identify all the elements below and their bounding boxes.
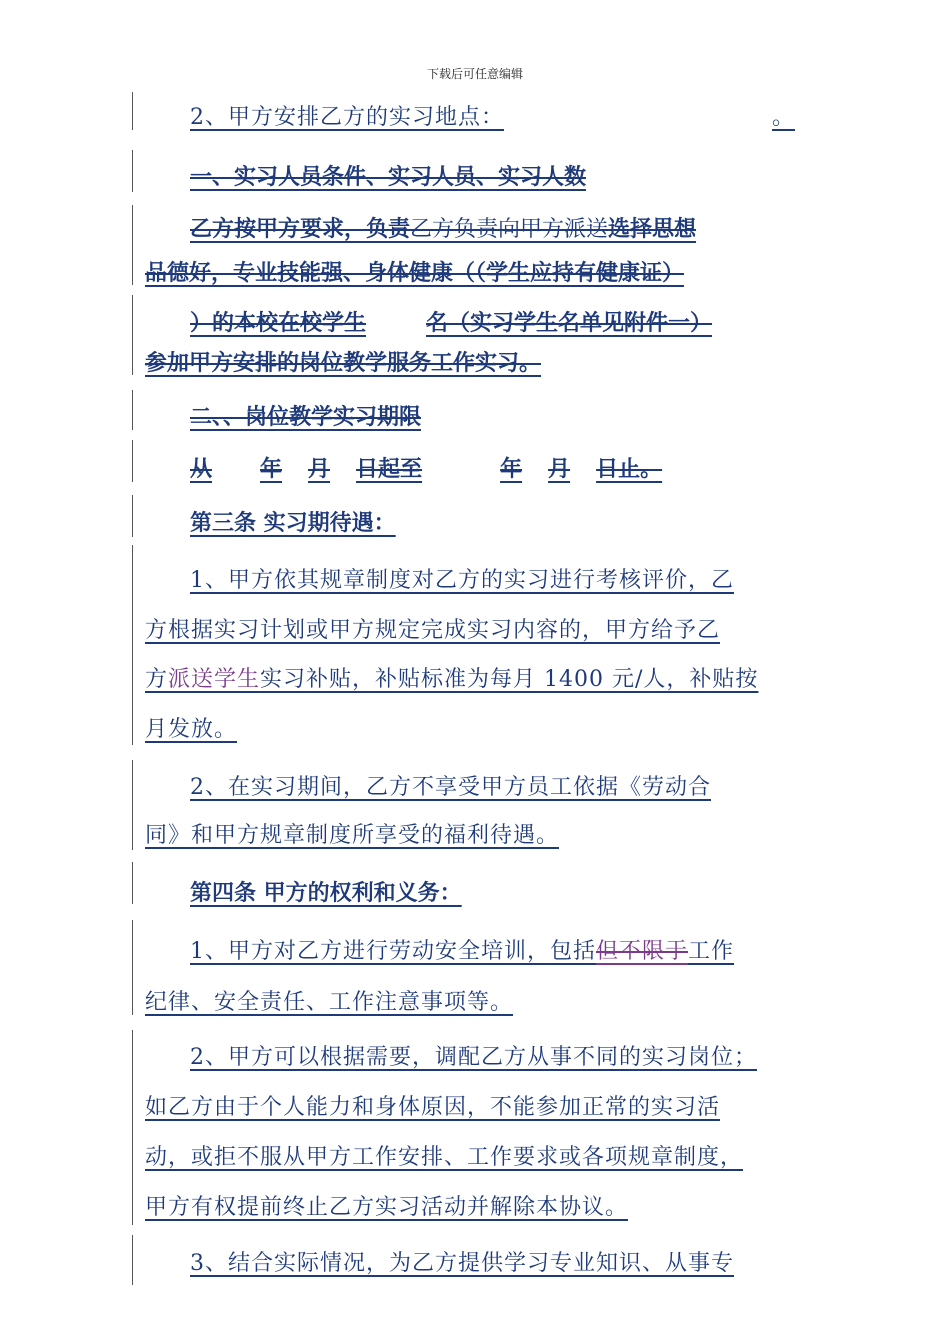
doc-line: 纪律、安全责任、工作注意事项等。 bbox=[145, 990, 514, 1015]
inserted-text: 2、甲方安排乙方的实习地点： bbox=[190, 105, 504, 130]
deleted-line: 从 年 月 日起至 年 月 日止。 bbox=[190, 457, 663, 482]
doc-line: 1、甲方对乙方进行劳动安全培训，包括但不限于工作 bbox=[190, 939, 735, 964]
deleted-heading: 二、、岗位教学实习期限 bbox=[190, 405, 422, 430]
doc-line: 如乙方由于个人能力和身体原因，不能参加正常的实习活 bbox=[145, 1095, 721, 1120]
change-bar bbox=[132, 545, 133, 745]
change-bar bbox=[132, 1030, 133, 1225]
doc-line bbox=[190, 100, 795, 131]
section-heading: 第四条 甲方的权利和义务： bbox=[190, 881, 462, 906]
change-bar bbox=[132, 862, 133, 904]
change-bar bbox=[132, 295, 133, 375]
section-heading: 第三条 实习期待遇： bbox=[190, 511, 396, 536]
inserted-text: 派送学生 bbox=[168, 667, 261, 692]
change-bar bbox=[132, 150, 133, 192]
inserted-text: 乙方负责向甲方派送 bbox=[410, 217, 609, 242]
page-header: 下载后可任意编辑 bbox=[426, 67, 523, 81]
inserted-text: 。 bbox=[772, 105, 796, 130]
deleted-text: 但不限于 bbox=[596, 939, 689, 964]
change-bar bbox=[132, 205, 133, 285]
deleted-line: 品德好，专业技能强、身体健康（（学生应持有健康证） bbox=[145, 261, 685, 286]
doc-line: 月发放。 bbox=[145, 717, 238, 742]
doc-line: 2、在实习期间，乙方不享受甲方员工依据《劳动合 bbox=[190, 775, 711, 800]
doc-line: 方根据实习计划或甲方规定完成实习内容的，甲方给予乙 bbox=[145, 618, 721, 643]
change-bar bbox=[132, 495, 133, 537]
deleted-heading: 一、实习人员条件、实习人员、实习人数 bbox=[190, 165, 587, 190]
doc-line: 动，或拒不服从甲方工作安排、工作要求或各项规章制度， bbox=[145, 1145, 744, 1170]
change-bar bbox=[132, 760, 133, 850]
doc-line: 2、甲方可以根据需要，调配乙方从事不同的实习岗位； bbox=[190, 1045, 757, 1070]
change-bar bbox=[132, 920, 133, 1015]
doc-line: 甲方有权提前终止乙方实习活动并解除本协议。 bbox=[145, 1195, 629, 1220]
change-bar bbox=[132, 440, 133, 482]
doc-line: 同》和甲方规章制度所享受的福利待遇。 bbox=[145, 823, 560, 848]
deleted-line: 乙方按甲方要求，负责乙方负责向甲方派送选择思想 bbox=[190, 217, 697, 242]
deleted-line: ）的本校在校学生 名（实习学生名单见附件一） bbox=[190, 311, 713, 336]
change-bar bbox=[132, 390, 133, 430]
deleted-line: 参加甲方安排的岗位教学服务工作实习。 bbox=[145, 351, 542, 376]
doc-line: 3、结合实际情况，为乙方提供学习专业知识、从事专 bbox=[190, 1251, 734, 1276]
change-bar bbox=[132, 1235, 133, 1285]
doc-line: 1、甲方依其规章制度对乙方的实习进行考核评价，乙 bbox=[190, 568, 734, 593]
change-bar bbox=[132, 92, 133, 130]
doc-line: 方派送学生实习补贴，补贴标准为每月 1400 元/人，补贴按 bbox=[145, 667, 759, 692]
